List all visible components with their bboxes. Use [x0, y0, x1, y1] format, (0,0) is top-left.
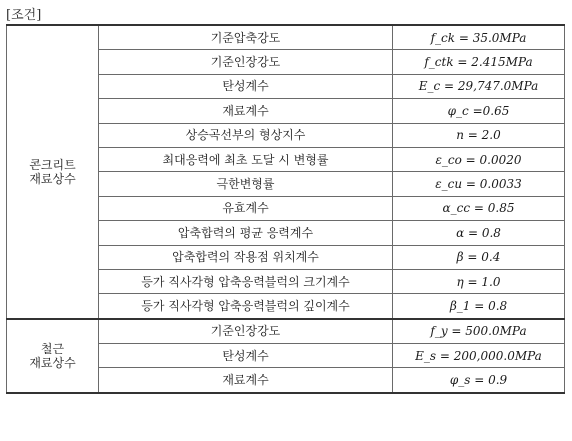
- table-row: [7, 319, 565, 344]
- property-value: ε_cu = 0.0033: [393, 172, 565, 196]
- property-label: 최대응력에 최초 도달 시 변형률: [99, 147, 393, 171]
- material-constants-table: [6, 24, 565, 394]
- property-label: 재료계수: [99, 99, 393, 123]
- property-label: 극한변형률: [99, 172, 393, 196]
- property-label: 압축합력의 작용점 위치계수: [99, 245, 393, 269]
- property-label: 기준압축강도: [99, 25, 393, 50]
- property-label: 압축합력의 평균 응력계수: [99, 221, 393, 245]
- property-value: E_c = 29,747.0MPa: [393, 74, 565, 98]
- group-label-rebar: [7, 319, 99, 393]
- property-value: ε_co = 0.0020: [393, 147, 565, 171]
- group-label-line: 콘크리트: [29, 157, 76, 172]
- group-label-line: 철근: [40, 341, 65, 356]
- property-label: 탄성계수: [99, 344, 393, 368]
- property-label: 기준인장강도: [99, 50, 393, 74]
- property-value: α_cc = 0.85: [393, 196, 565, 220]
- property-label: 탄성계수: [99, 74, 393, 98]
- property-label: 등가 직사각형 압축응력블럭의 크기계수: [99, 269, 393, 293]
- section-heading: [조건]: [6, 8, 42, 23]
- property-value: f_ctk = 2.415MPa: [393, 50, 565, 74]
- property-label: 유효계수: [99, 196, 393, 220]
- property-value: β_1 = 0.8: [393, 294, 565, 319]
- group-label-concrete: [7, 25, 99, 319]
- property-value: f_ck = 35.0MPa: [393, 25, 565, 50]
- property-label: 상승곡선부의 형상지수: [99, 123, 393, 147]
- property-value: φ_s = 0.9: [393, 368, 565, 393]
- property-label: 등가 직사각형 압축응력블럭의 깊이계수: [99, 294, 393, 319]
- property-value: α = 0.8: [393, 221, 565, 245]
- property-value: φ_c =0.65: [393, 99, 565, 123]
- property-label: 기준인장강도: [99, 319, 393, 344]
- property-value: β = 0.4: [393, 245, 565, 269]
- property-value: n = 2.0: [393, 123, 565, 147]
- property-value: η = 1.0: [393, 269, 565, 293]
- property-label: 재료계수: [99, 368, 393, 393]
- group-label-line: 재료상수: [29, 171, 76, 186]
- table-row: [7, 25, 565, 50]
- property-value: E_s = 200,000.0MPa: [393, 344, 565, 368]
- property-value: f_y = 500.0MPa: [393, 319, 565, 344]
- group-label-line: 재료상수: [29, 355, 76, 370]
